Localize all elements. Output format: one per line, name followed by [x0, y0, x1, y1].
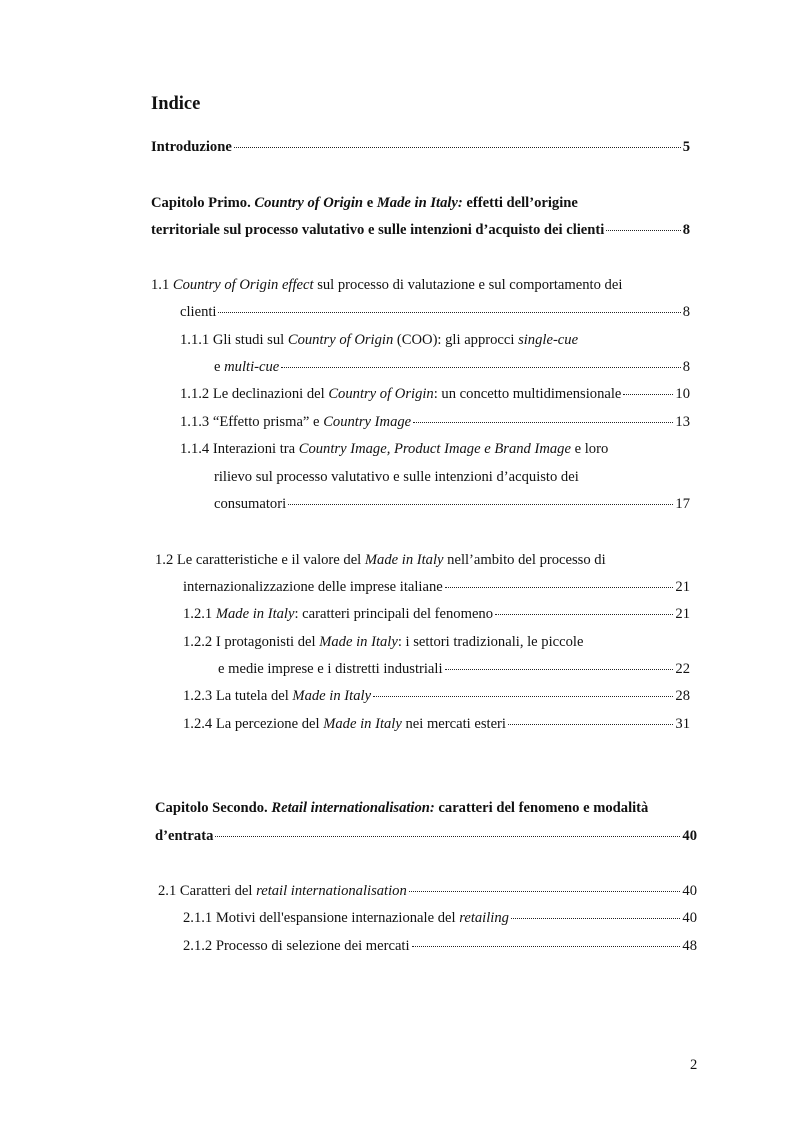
dot-leader	[234, 147, 681, 148]
toc-entry-italic-text: Country of Origin	[287, 332, 394, 348]
toc-entry	[151, 136, 690, 158]
page-number: 2	[690, 1057, 698, 1073]
toc-entry-text-run: clienti	[180, 304, 217, 320]
toc-entry-italic-text: retail internationalisation	[256, 883, 407, 899]
toc-page-number: 48	[682, 938, 697, 954]
toc-entry	[180, 383, 690, 405]
dot-leader	[623, 394, 673, 395]
toc-entry	[158, 880, 697, 902]
toc-entry-text-run: rilievo sul processo valutativo e sulle intenzioni d’acquisto dei	[214, 469, 579, 485]
toc-page-number: 28	[675, 688, 690, 704]
toc-page-number: 10	[675, 386, 690, 402]
dot-leader	[412, 946, 681, 947]
toc-entry	[183, 907, 697, 929]
toc-entry-italic-text: Retail internationalisation:	[271, 800, 435, 816]
toc-entry-text-run: 2.1.2 Processo di selezione dei mercati	[183, 938, 410, 954]
toc-entry-text-run: 2.1 Caratteri del	[158, 883, 257, 899]
toc-entry	[151, 219, 690, 241]
toc-entry-text-run: sul processo di valutazione e sul comportamento dei	[313, 277, 623, 293]
toc-entry-italic-text: Country of Origin effect	[172, 277, 314, 293]
toc-entry	[155, 825, 697, 847]
toc-entry	[214, 493, 690, 515]
toc-entry-text	[183, 713, 506, 735]
toc-entry-text	[214, 356, 279, 378]
dot-leader	[281, 367, 680, 368]
toc-entry-text	[155, 797, 648, 819]
toc-page-number: 21	[675, 579, 690, 595]
toc-entry-text	[214, 493, 286, 515]
toc-entry-text-run: nei mercati esteri	[401, 716, 506, 732]
toc-page-number: 40	[682, 883, 697, 899]
toc-entry-text	[183, 907, 509, 929]
toc-entry	[214, 466, 579, 488]
toc-page-number: 5	[682, 139, 690, 155]
toc-entry-text-run: : caratteri principali del fenomeno	[294, 606, 494, 622]
toc-page-number: 21	[675, 606, 690, 622]
dot-leader	[215, 836, 680, 837]
toc-entry-text-run: 1.2.2 I protagonisti del	[183, 634, 320, 650]
toc-entry-text-run: : i settori tradizionali, le piccole	[397, 634, 584, 650]
toc-entry	[155, 549, 606, 571]
toc-entry	[155, 797, 648, 819]
toc-entry-text-run: 1.2.4 La percezione del	[183, 716, 324, 732]
toc-entry-text-run: : un concetto multidimensionale	[433, 386, 622, 402]
dot-leader	[445, 669, 674, 670]
toc-entry-text-run: effetti dell’origine	[462, 195, 578, 211]
toc-entry-text-run: territoriale sul processo valutativo e sulle intenzioni d’acquisto dei clienti	[151, 222, 605, 238]
toc-entry-italic-text: Country Image	[323, 414, 412, 430]
dot-leader	[413, 422, 673, 423]
toc-entry-text	[155, 825, 213, 847]
toc-entry-text	[151, 219, 604, 241]
toc-entry	[151, 192, 578, 214]
toc-entry-text-run: e	[363, 195, 377, 211]
toc-entry-text	[180, 301, 216, 323]
dot-leader	[409, 891, 681, 892]
toc-page-number: 13	[675, 414, 690, 430]
toc-entry-text-run: internazionalizzazione delle imprese italiane	[183, 579, 443, 595]
toc-entry-text-run: nell’ambito del processo di	[443, 552, 606, 568]
toc-entry-italic-text: Made in Italy	[323, 716, 402, 732]
toc-entry-text	[183, 935, 410, 957]
dot-leader	[373, 696, 673, 697]
toc-entry-text-run: 1.1.1 Gli studi sul	[180, 332, 288, 348]
toc-entry-text-run: e loro	[570, 441, 609, 457]
toc-entry-text	[180, 438, 608, 460]
toc-entry-text-run: 1.1.2 Le declinazioni del	[180, 386, 329, 402]
toc-page-number: 40	[682, 828, 697, 844]
toc-entry-italic-text: Made in Italy:	[376, 195, 463, 211]
toc-entry-text-run: 2.1.1 Motivi dell'espansione internazionale del	[183, 910, 460, 926]
toc-entry-italic-text: Country of Origin	[254, 195, 364, 211]
toc-entry-italic-text: single-cue	[518, 332, 579, 348]
toc-entry-text	[218, 658, 443, 680]
toc-entry	[183, 576, 690, 598]
toc-entry	[180, 411, 690, 433]
page-title: Indice	[151, 94, 201, 114]
toc-entry-text	[183, 631, 583, 653]
dot-leader	[495, 614, 673, 615]
toc-page-number: 22	[675, 661, 690, 677]
toc-page-number: 8	[682, 304, 690, 320]
toc-entry	[180, 438, 608, 460]
dot-leader	[511, 918, 680, 919]
toc-entry-text-run: e	[214, 359, 225, 375]
toc-entry	[180, 329, 578, 351]
toc-entry-text	[151, 274, 622, 296]
toc-entry-text-run: e medie imprese e i distretti industriali	[218, 661, 443, 677]
toc-entry	[183, 603, 690, 625]
toc-entry-text-run: 1.1.4 Interazioni tra	[180, 441, 299, 457]
toc-entry-text	[180, 383, 621, 405]
toc-entry-text	[151, 136, 232, 158]
toc-entry-text-run: 1.1.3 “Effetto prisma” e	[180, 414, 324, 430]
toc-entry-text	[183, 603, 493, 625]
dot-leader	[288, 504, 673, 505]
toc-entry-italic-text: Country Image, Product Image e Brand Image	[298, 441, 571, 457]
toc-entry-italic-text: retailing	[459, 910, 509, 926]
toc-entry	[183, 685, 690, 707]
toc-entry-text	[158, 880, 407, 902]
toc-entry-text	[151, 192, 578, 214]
toc-entry-text	[214, 466, 579, 488]
toc-entry-text	[180, 329, 578, 351]
toc-entry-text-run: 1.2.3 La tutela del	[183, 688, 293, 704]
toc-entry-italic-text: Made in Italy	[292, 688, 372, 704]
toc-entry-text-run: Capitolo Secondo.	[155, 800, 272, 816]
toc-entry-italic-text: Made in Italy	[319, 634, 398, 650]
dot-leader	[218, 312, 680, 313]
toc-entry-italic-text: Made in Italy	[215, 606, 295, 622]
toc-entry-text-run: consumatori	[214, 496, 287, 512]
toc-entry-text-run: Introduzione	[151, 139, 232, 155]
toc-entry-text-run: (COO): gli approcci	[393, 332, 519, 348]
toc-entry	[183, 935, 697, 957]
toc-entry-italic-text: Made in Italy	[364, 552, 444, 568]
toc-entry-text-run: d’entrata	[155, 828, 214, 844]
toc-page-number: 17	[675, 496, 690, 512]
toc-entry	[180, 301, 690, 323]
toc-entry	[183, 631, 583, 653]
toc-entry	[151, 274, 622, 296]
toc-entry-text-run: 1.2.1	[183, 606, 216, 622]
dot-leader	[508, 724, 673, 725]
dot-leader	[606, 230, 680, 231]
toc-entry-text-run: 1.1	[151, 277, 173, 293]
toc-entry-text	[183, 576, 443, 598]
toc-page-number: 40	[682, 910, 697, 926]
toc-page-number: 31	[675, 716, 690, 732]
toc-entry-text-run: Capitolo Primo.	[151, 195, 255, 211]
toc-entry	[214, 356, 690, 378]
toc-entry-text-run: caratteri del fenomeno e modalità	[434, 800, 649, 816]
toc-entry-text	[155, 549, 606, 571]
toc-entry-text	[183, 685, 371, 707]
toc-page-number: 8	[682, 222, 690, 238]
toc-entry	[218, 658, 690, 680]
toc-entry-italic-text: multi-cue	[224, 359, 280, 375]
toc-entry-text-run: 1.2 Le caratteristiche e il valore del	[155, 552, 365, 568]
toc-entry-italic-text: Country of Origin	[328, 386, 434, 402]
toc-page-number: 8	[682, 359, 690, 375]
toc-entry	[183, 713, 690, 735]
dot-leader	[445, 587, 674, 588]
toc-entry-text	[180, 411, 411, 433]
